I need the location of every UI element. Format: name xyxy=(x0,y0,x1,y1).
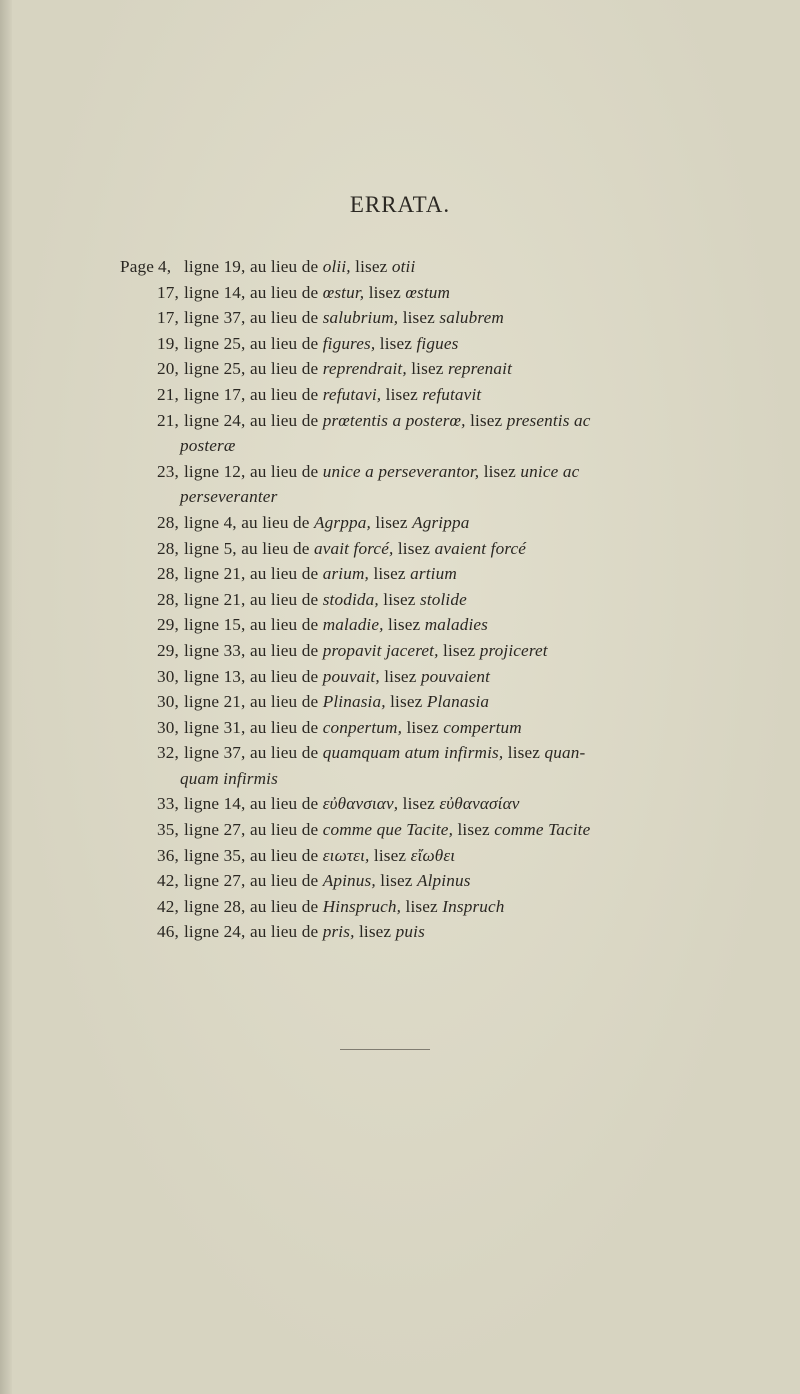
lieu-phrase: au lieu de xyxy=(249,333,319,353)
wrong-text: avait forcé, xyxy=(313,538,394,558)
correct-text: comme Tacite xyxy=(494,820,591,840)
continuation-text: perseveranter xyxy=(180,487,278,507)
wrong-text: stodida, xyxy=(322,589,379,609)
errata-body xyxy=(184,382,481,408)
line-ref: ligne 24, xyxy=(184,922,246,942)
page-number: 20, xyxy=(157,359,179,379)
correct-text: otii xyxy=(391,257,416,276)
correct-text: puis xyxy=(395,922,425,942)
line-ref: ligne 27, xyxy=(184,871,246,891)
lisez-word: lisez xyxy=(368,282,401,302)
errata-body xyxy=(184,280,450,306)
correct-text: avaient forcé xyxy=(434,538,527,558)
errata-body xyxy=(184,817,590,843)
lisez-word: lisez xyxy=(402,308,435,328)
line-ref: ligne 21, xyxy=(184,589,246,609)
errata-entry xyxy=(0,382,800,408)
errata-body xyxy=(184,331,458,357)
lieu-phrase: au lieu de xyxy=(249,845,319,865)
lieu-phrase: au lieu de xyxy=(249,794,319,814)
errata-body xyxy=(184,791,520,817)
lisez-word: lisez xyxy=(411,359,444,379)
wrong-text: Hinspruch, xyxy=(322,896,402,916)
lieu-phrase: au lieu de xyxy=(249,564,319,584)
lieu-phrase: au lieu de xyxy=(249,257,319,276)
lieu-phrase: au lieu de xyxy=(249,666,319,686)
wrong-text: Plinasia, xyxy=(322,692,386,712)
line-ref: ligne 15, xyxy=(184,615,246,635)
page-number: 46, xyxy=(157,922,179,942)
line-ref: ligne 27, xyxy=(184,820,246,840)
correct-text: Inspruch xyxy=(442,896,505,916)
errata-body xyxy=(184,510,469,536)
lisez-word: lisez xyxy=(405,896,438,916)
errata-body xyxy=(184,254,415,280)
page-number: 42, xyxy=(157,896,179,916)
errata-entry xyxy=(0,612,800,638)
lisez-word: lisez xyxy=(355,257,388,276)
lieu-phrase: au lieu de xyxy=(249,640,319,660)
correct-text: presentis ac xyxy=(506,410,591,430)
lieu-phrase: au lieu de xyxy=(249,820,319,840)
correct-text: reprenait xyxy=(447,359,512,379)
page-number: 28, xyxy=(157,512,179,532)
line-ref: ligne 14, xyxy=(184,282,246,302)
lisez-word: lisez xyxy=(388,615,421,635)
errata-entry xyxy=(0,715,800,741)
lieu-phrase: au lieu de xyxy=(249,282,319,302)
wrong-text: εὐθανσιαν, xyxy=(322,794,399,814)
line-ref: ligne 28, xyxy=(184,896,246,916)
lisez-word: lisez xyxy=(384,666,417,686)
correct-text: figues xyxy=(416,333,459,353)
errata-entry xyxy=(0,740,800,791)
continuation-text: quam infirmis xyxy=(180,768,278,788)
errata-body xyxy=(184,305,504,331)
errata-body xyxy=(184,612,488,638)
errata-body xyxy=(184,919,425,945)
wrong-text: Agrppa, xyxy=(313,512,371,532)
lisez-word: lisez xyxy=(483,461,516,481)
line-ref: ligne 21, xyxy=(184,692,246,712)
errata-body xyxy=(184,715,522,741)
lisez-word: lisez xyxy=(373,564,406,584)
wrong-text: olii, xyxy=(322,257,351,276)
wrong-text: œstur, xyxy=(322,282,365,302)
page-number: 19, xyxy=(157,333,179,353)
correct-text: projiceret xyxy=(479,640,548,660)
wrong-text: refutavi, xyxy=(322,384,382,404)
line-ref: ligne 5, xyxy=(184,538,237,558)
page-number: 21, xyxy=(157,384,179,404)
wrong-text: figures, xyxy=(322,333,376,353)
line-ref: ligne 14, xyxy=(184,794,246,814)
page-number: 32, xyxy=(157,743,179,763)
errata-entry xyxy=(0,843,800,869)
line-ref: ligne 25, xyxy=(184,333,246,353)
errata-body xyxy=(184,561,457,587)
lieu-phrase: au lieu de xyxy=(249,410,319,430)
line-ref: ligne 33, xyxy=(184,640,246,660)
line-ref: ligne 24, xyxy=(184,410,246,430)
errata-entry xyxy=(0,254,800,280)
lieu-phrase: au lieu de xyxy=(249,461,319,481)
page-number: 30, xyxy=(157,692,179,712)
lisez-word: lisez xyxy=(385,384,418,404)
lieu-phrase: au lieu de xyxy=(249,922,319,942)
page-number: 28, xyxy=(157,564,179,584)
correct-text: Alpinus xyxy=(416,871,471,891)
page-number: 36, xyxy=(157,845,179,865)
lisez-word: lisez xyxy=(470,410,503,430)
separator-rule xyxy=(340,1049,430,1050)
correct-text: unice ac xyxy=(520,461,580,481)
line-ref: ligne 37, xyxy=(184,308,246,328)
errata-entry xyxy=(0,919,800,945)
page-number: 21, xyxy=(157,410,179,430)
page-number: 23, xyxy=(157,461,179,481)
errata-entry xyxy=(0,459,800,510)
page-number: 28, xyxy=(157,589,179,609)
correct-text: quan- xyxy=(544,743,586,763)
wrong-text: prœtentis a posterœ, xyxy=(322,410,466,430)
lisez-word: lisez xyxy=(397,538,431,558)
correct-text: stolide xyxy=(420,589,467,609)
wrong-text: conpertum, xyxy=(322,717,403,737)
page-number: 30, xyxy=(157,717,179,737)
wrong-text: reprendrait, xyxy=(322,359,407,379)
errata-body xyxy=(184,587,467,613)
line-ref: ligne 21, xyxy=(184,564,246,584)
lieu-phrase: au lieu de xyxy=(249,717,319,737)
wrong-text: comme que Tacite, xyxy=(322,820,454,840)
wrong-text: arium, xyxy=(322,564,369,584)
lieu-phrase: au lieu de xyxy=(241,538,310,558)
correct-text: Agrippa xyxy=(412,512,470,532)
errata-body xyxy=(184,868,471,894)
line-ref: ligne 37, xyxy=(184,743,246,763)
errata-entry xyxy=(0,868,800,894)
line-ref: ligne 19, xyxy=(184,257,246,276)
errata-entry xyxy=(0,638,800,664)
errata-entry xyxy=(0,331,800,357)
lieu-phrase: au lieu de xyxy=(249,692,319,712)
lisez-word: lisez xyxy=(380,871,413,891)
errata-entry xyxy=(0,305,800,331)
line-ref: ligne 25, xyxy=(184,359,246,379)
errata-entry xyxy=(0,664,800,690)
line-ref: ligne 17, xyxy=(184,384,246,404)
lisez-word: lisez xyxy=(402,794,435,814)
lisez-word: lisez xyxy=(375,512,408,532)
page-label: Page xyxy=(120,257,155,276)
correct-text: artium xyxy=(410,564,457,584)
errata-body xyxy=(184,740,585,766)
line-ref: ligne 31, xyxy=(184,717,246,737)
wrong-text: Apinus, xyxy=(322,871,376,891)
page-number: 17, xyxy=(157,308,179,328)
lisez-word: lisez xyxy=(383,589,416,609)
lisez-word: lisez xyxy=(379,333,413,353)
correct-text: salubrem xyxy=(439,308,504,328)
lisez-word: lisez xyxy=(373,845,407,865)
wrong-text: quamquam atum infirmis, xyxy=(322,743,504,763)
page-number: 29, xyxy=(157,640,179,660)
lieu-phrase: au lieu de xyxy=(249,359,319,379)
lieu-phrase: au lieu de xyxy=(249,615,319,635)
lieu-phrase: au lieu de xyxy=(249,384,319,404)
page-number: 42, xyxy=(157,871,179,891)
errata-entry xyxy=(0,689,800,715)
errata-entry xyxy=(0,280,800,306)
lieu-phrase: au lieu de xyxy=(249,589,319,609)
lieu-phrase: au lieu de xyxy=(249,896,319,916)
correct-text: maladies xyxy=(424,615,489,635)
wrong-text: pouvait, xyxy=(322,666,380,686)
lieu-phrase: au lieu de xyxy=(249,308,319,328)
lisez-word: lisez xyxy=(507,743,541,763)
page-title: ERRATA. xyxy=(349,192,451,217)
errata-entry xyxy=(0,561,800,587)
page-number: 35, xyxy=(157,820,179,840)
errata-entry xyxy=(0,356,800,382)
errata-entry xyxy=(0,587,800,613)
errata-body xyxy=(184,459,579,485)
correct-text: Planasia xyxy=(426,692,490,712)
page-number: 29, xyxy=(157,615,179,635)
wrong-text: propavit jaceret, xyxy=(322,640,439,660)
line-ref: ligne 4, xyxy=(184,512,237,532)
errata-body xyxy=(184,638,548,664)
errata-body xyxy=(184,664,490,690)
lieu-phrase: au lieu de xyxy=(249,871,319,891)
wrong-text: pris, xyxy=(322,922,355,942)
continuation-text: posteræ xyxy=(180,436,236,456)
page-number: 28, xyxy=(157,538,179,558)
lisez-word: lisez xyxy=(457,820,490,840)
wrong-text: unice a perseverantor, xyxy=(322,461,480,481)
errata-body xyxy=(184,536,526,562)
page-number: 17, xyxy=(157,282,179,302)
errata-body xyxy=(184,408,591,434)
page-number: 33, xyxy=(157,794,179,814)
errata-entry xyxy=(0,536,800,562)
wrong-text: ειωτει, xyxy=(322,845,370,865)
lisez-word: lisez xyxy=(406,717,439,737)
correct-text: compertum xyxy=(443,717,522,737)
line-ref: ligne 35, xyxy=(184,845,246,865)
errata-entry xyxy=(0,791,800,817)
errata-entry xyxy=(0,894,800,920)
errata-entry xyxy=(0,817,800,843)
correct-text: εὐθανασίαν xyxy=(439,794,520,814)
correct-text: œstum xyxy=(405,282,451,302)
page-number: 30, xyxy=(157,666,179,686)
lieu-phrase: au lieu de xyxy=(249,743,319,763)
correct-text: refutavit xyxy=(422,384,482,404)
errata-body xyxy=(184,689,489,715)
errata-body xyxy=(184,894,505,920)
errata-body xyxy=(184,356,512,382)
lisez-word: lisez xyxy=(443,640,476,660)
line-ref: ligne 12, xyxy=(184,461,246,481)
lisez-word: lisez xyxy=(358,922,392,942)
lieu-phrase: au lieu de xyxy=(241,512,310,532)
correct-text: εἴωθει xyxy=(410,845,456,865)
page-number: 4, xyxy=(158,257,172,276)
line-ref: ligne 13, xyxy=(184,666,246,686)
errata-list xyxy=(0,254,800,945)
correct-text: pouvaient xyxy=(420,666,491,686)
errata-entry xyxy=(0,408,800,459)
errata-body xyxy=(184,843,455,869)
lisez-word: lisez xyxy=(390,692,423,712)
wrong-text: maladie, xyxy=(322,615,384,635)
wrong-text: salubrium, xyxy=(322,308,399,328)
errata-entry xyxy=(0,510,800,536)
